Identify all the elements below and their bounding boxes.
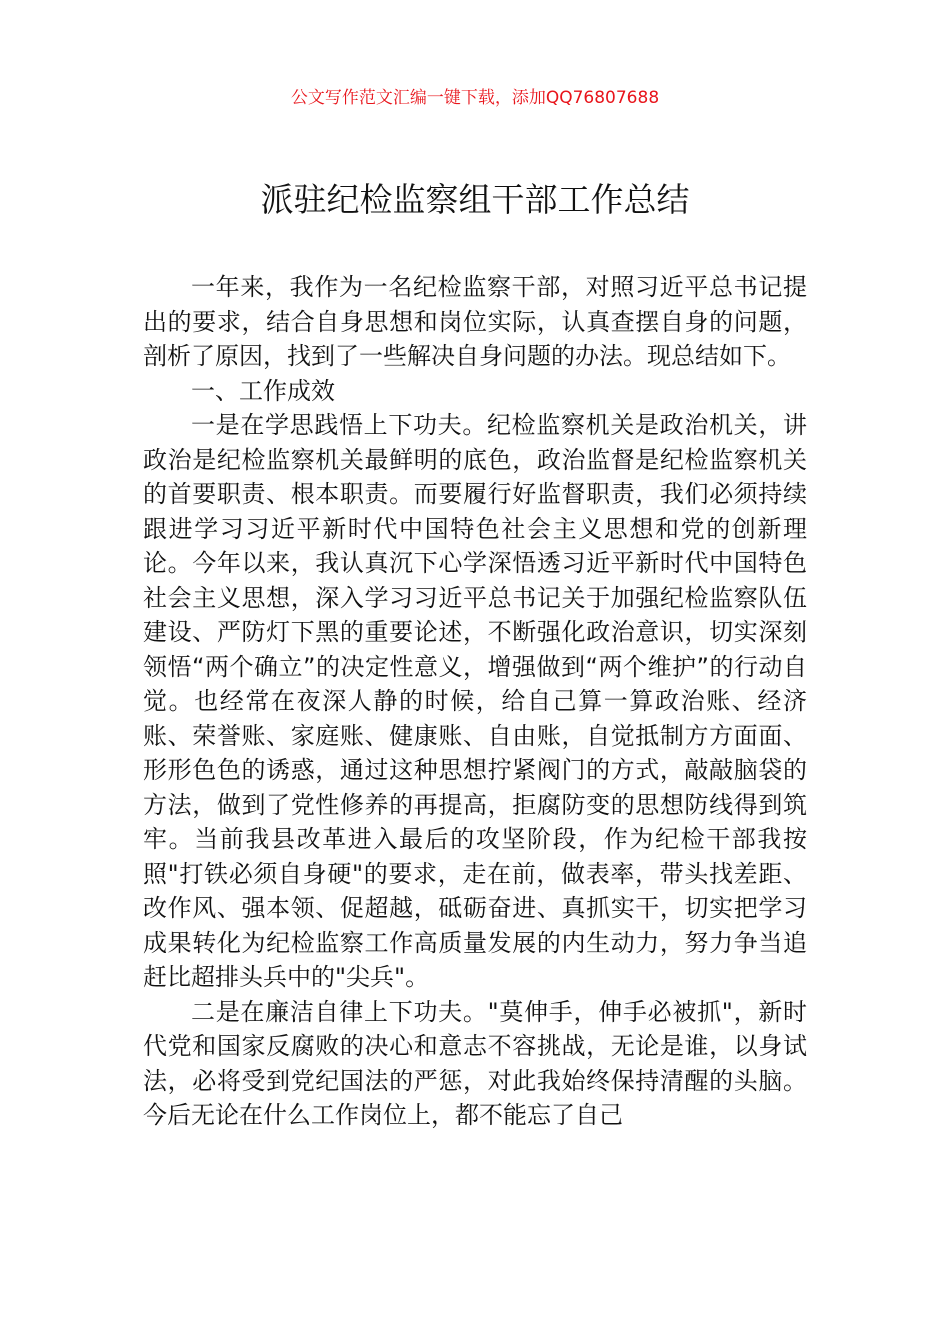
document-body bbox=[143, 270, 807, 1133]
header-download-note: 公文写作范文汇编一键下载，添加QQ76807688 bbox=[290, 88, 660, 108]
body-paragraph: 二是在廉洁自律上下功夫。"莫伸手，伸手必被抓"，新时代党和国家反腐败的决心和意志不容挑战，无论是谁，以身试法，必将受到党纪国法的严惩，对此我始终保持清醒的头脑。今后无论在什么工作岗位上，都不能忘了自己 bbox=[143, 997, 807, 1129]
section-heading: 一、工作成效 bbox=[191, 376, 335, 405]
body-paragraph: 一是在学思践悟上下功夫。纪检监察机关是政治机关，讲政治是纪检监察机关最鲜明的底色，政治监督是纪检监察机关的首要职责、根本职责。而要履行好监督职责，我们必须持续跟进学习习近平新时代中国特色社会主义思想和党的创新理论。今年以来，我认真沉下心学深悟透习近平新时代中国特色社会主义思想，深入学习习近平总书记关于加强纪检监察队伍建设、严防灯下黑的重要论述，不断强化政治意识，切实深刻领悟“两个确立”的决定性意义，增强做到“两个维护”的行动自觉。也经常在夜深人静的时候，给自己算一算政治账、经济账、荣誉账、家庭账、健康账、自由账，自觉抵制方方面面、形形色色的诱惑，通过这种思想拧紧阀门的方式，敲敲脑袋的方法，做到了党性修养的再提高，拒腐防变的思想防线得到筑牢。当前我县改革进入最后的攻坚阶段，作为纪检干部我按照"打铁必须自身硬"的要求，走在前，做表率，带头找差距、改作风、强本领、促超越，砥砺奋进、真抓实干，切实把学习成果转化为纪检监察工作高质量发展的内生动力，努力争当追赶比超排头兵中的"尖兵"。 bbox=[143, 411, 807, 991]
intro-paragraph: 一年来，我作为一名纪检监察干部，对照习近平总书记提出的要求，结合自身思想和岗位实际，认真查摆自身的问题，剖析了原因，找到了一些解决自身问题的办法。现总结如下。 bbox=[143, 273, 807, 370]
document-title: 派驻纪检监察组干部工作总结 bbox=[260, 180, 690, 219]
